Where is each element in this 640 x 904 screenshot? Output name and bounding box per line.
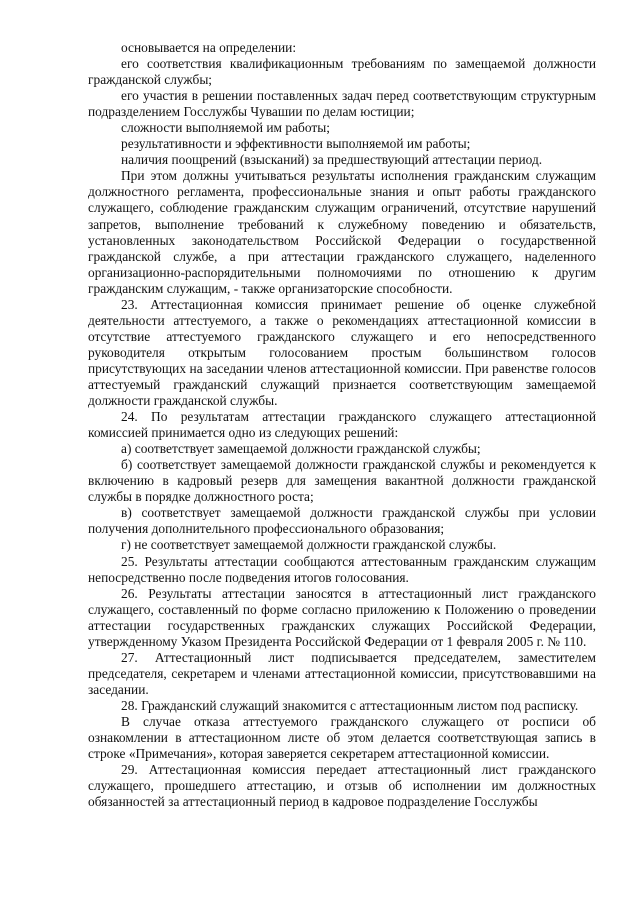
document-page bbox=[88, 40, 596, 810]
paragraph-item-29: 29. Аттестационная комиссия передает аттестационный лист гражданского служащего, прошедшего аттестацию, и отзыв об исполнении им должностных обязанностей за аттестационный период в кадровое подразделение Госслужбы bbox=[88, 762, 596, 810]
paragraph-item-23: 23. Аттестационная комиссия принимает решение об оценке служебной деятельности аттестуемого, а также о рекомендациях аттестационной комиссии в отсутствие аттестуемого гражданского служащего и его непосредственного руководителя открытым голосованием простым большинством голосов присутствующих на заседании членов аттестационной комиссии. При равенстве голосов аттестуемый гражданский служащий признается соответствующим замещаемой должности гражданской службы. bbox=[88, 296, 596, 409]
paragraph-item-28: 28. Гражданский служащий знакомится с аттестационным листом под расписку. bbox=[121, 697, 579, 713]
paragraph-decision-g: г) не соответствует замещаемой должности гражданской службы. bbox=[121, 537, 497, 553]
paragraph-complexity: сложности выполняемой им работы; bbox=[121, 120, 330, 136]
paragraph-decision-a: а) соответствует замещаемой должности гражданской службы; bbox=[121, 441, 481, 457]
paragraph-refusal: В случае отказа аттестуемого гражданского служащего от росписи об ознакомлении в аттестационном листе об этом делается соответствующая запись в строке «Примечания», которая заверяется секретарем аттестационной комиссии. bbox=[88, 713, 596, 762]
paragraph-intro: основывается на определении: bbox=[121, 40, 297, 55]
paragraph-participation: его участия в решении поставленных задач перед соответствующим структурным подразделением Госслужбы Чувашии по делам юстиции; bbox=[88, 88, 596, 120]
paragraph-qualification: его соответствия квалификационным требованиям по замещаемой должности гражданской службы; bbox=[88, 56, 596, 88]
paragraph-item-25: 25. Результаты аттестации сообщаются аттестованным гражданским служащим непосредственно после подведения итогов голосования. bbox=[88, 553, 596, 585]
paragraph-decision-v: в) соответствует замещаемой должности гражданской службы при условии получения дополнительного профессионального образования; bbox=[88, 505, 596, 537]
paragraph-decision-b: б) соответствует замещаемой должности гражданской службы и рекомендуется к включению в кадровый резерв для замещения вакантной должности гражданской службы в порядке должностного роста; bbox=[88, 457, 596, 505]
paragraph-item-24: 24. По результатам аттестации гражданского служащего аттестационной комиссией принимается одно из следующих решений: bbox=[88, 409, 596, 441]
paragraph-effectiveness: результативности и эффективности выполняемой им работы; bbox=[121, 136, 471, 152]
paragraph-item-27: 27. Аттестационный лист подписывается председателем, заместителем председателя, секретарем и членами аттестационной комиссии, присутствовавшими на заседании. bbox=[88, 649, 596, 697]
paragraph-item-26: 26. Результаты аттестации заносятся в аттестационный лист гражданского служащего, составленный по форме согласно приложению к Положению о проведении аттестации государственных гражданских служащих Российской Федерации, утвержденному Указом Президента Российской Федерации от 1 февраля 2005 г. № 110. bbox=[88, 585, 596, 649]
paragraph-incentives: наличия поощрений (взысканий) за предшествующий аттестации период. bbox=[121, 152, 543, 168]
paragraph-considerations: При этом должны учитываться результаты исполнения гражданским служащим должностного регламента, профессиональные знания и опыт работы гражданского служащего, соблюдение гражданским служащим ограничений, отсутствие нарушений запретов, выполнение требований к служебному поведению и обязательств, установленных законодательством Российской Федерации о государственной гражданской службе, а при аттестации гражданского служащего, наделенного организационно-распорядительными полномочиями по отношению к другим гражданским служащим, - также организаторские способности. bbox=[88, 168, 596, 296]
